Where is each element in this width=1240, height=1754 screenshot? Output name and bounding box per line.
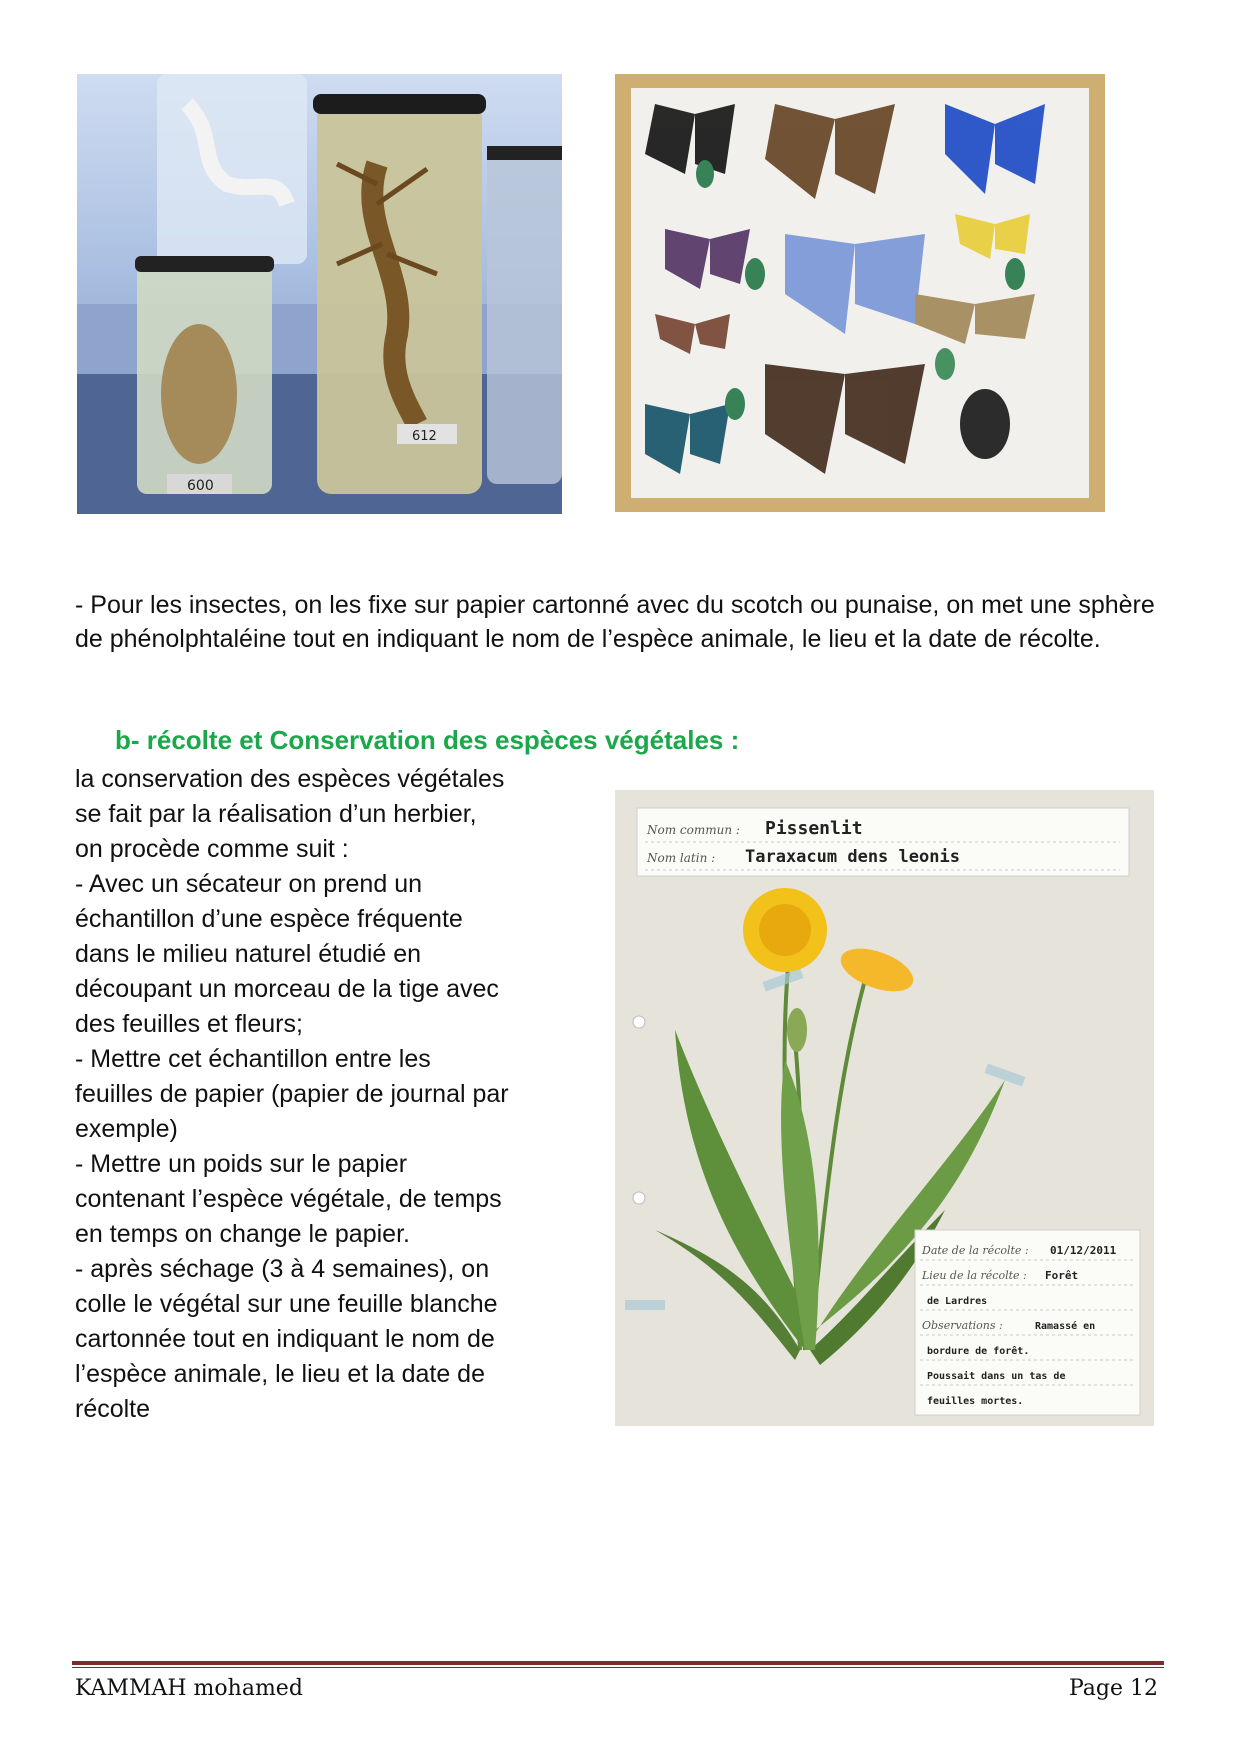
text-line: la conservation des espèces végétales (75, 765, 505, 793)
herb-obs-line4: feuilles mortes. (927, 1396, 1024, 1407)
text-line: récolte (75, 1395, 151, 1423)
jar-label-612: 612 (412, 429, 437, 444)
herb-obs-key: Observations : (922, 1319, 1003, 1332)
footer-author: KAMMAH mohamed (75, 1676, 303, 1701)
text-line: colle le végétal sur une feuille blanche (75, 1290, 498, 1318)
footer-rule-thin (72, 1667, 1164, 1668)
text-line: cartonnée tout en indiquant le nom de (75, 1325, 495, 1353)
text-line: - Mettre un poids sur le papier (75, 1150, 408, 1178)
text-line: - Mettre cet échantillon entre les (75, 1045, 431, 1073)
footer-rule (72, 1661, 1164, 1665)
herb-obs-line3: Poussait dans un tas de (927, 1371, 1066, 1382)
herb-common-key: Nom commun : (647, 823, 740, 837)
herbarium-procedure-text (75, 762, 605, 1427)
text-line: feuilles de papier (papier de journal par (75, 1080, 509, 1108)
herbarium-sheet-photo (615, 790, 1154, 1426)
section-heading: b- récolte et Conservation des espèces végétales : (115, 725, 740, 755)
herb-obs-line2: bordure de forêt. (927, 1346, 1030, 1357)
herb-latin-val: Taraxacum dens leonis (745, 847, 960, 867)
text-line: - après séchage (3 à 4 semaines), on (75, 1255, 490, 1283)
text-line: on procède comme suit : (75, 835, 349, 863)
text-line: se fait par la réalisation d’un herbier, (75, 800, 477, 828)
text-line: dans le milieu naturel étudié en (75, 940, 422, 968)
text-line: exemple) (75, 1115, 178, 1143)
jar-label-600: 600 (187, 478, 214, 494)
herb-date-key: Date de la récolte : (922, 1244, 1029, 1257)
text-line: - Avec un sécateur on prend un (75, 870, 422, 898)
insect-collection-photo (615, 74, 1105, 512)
herb-date-val: 01/12/2011 (1050, 1244, 1117, 1257)
text-line: l’espèce animale, le lieu et la date de (75, 1360, 485, 1388)
text-line: découpant un morceau de la tige avec (75, 975, 499, 1003)
herb-place-key: Lieu de la récolte : (922, 1269, 1027, 1282)
herb-obs-val: Ramassé en (1035, 1321, 1096, 1332)
insect-paragraph: - Pour les insectes, on les fixe sur papier cartonné avec du scotch ou punaise, on met une sphère de phénolphtaléine tout en indiquant le nom de l’espèce animale, le lieu et la date de récolte. (75, 591, 1155, 653)
specimen-jars-photo (77, 74, 562, 514)
text-line: des feuilles et fleurs; (75, 1010, 303, 1038)
footer-page-number: Page 12 (1068, 1676, 1158, 1701)
text-line: échantillon d’une espèce fréquente (75, 905, 463, 933)
herb-common-val: Pissenlit (765, 818, 863, 839)
text-line: en temps on change le papier. (75, 1220, 410, 1248)
herb-place-val: Forêt (1045, 1269, 1079, 1282)
text-line: contenant l’espèce végétale, de temps (75, 1185, 502, 1213)
herb-place-val2: de Lardres (927, 1296, 988, 1307)
herb-latin-key: Nom latin : (647, 851, 716, 865)
